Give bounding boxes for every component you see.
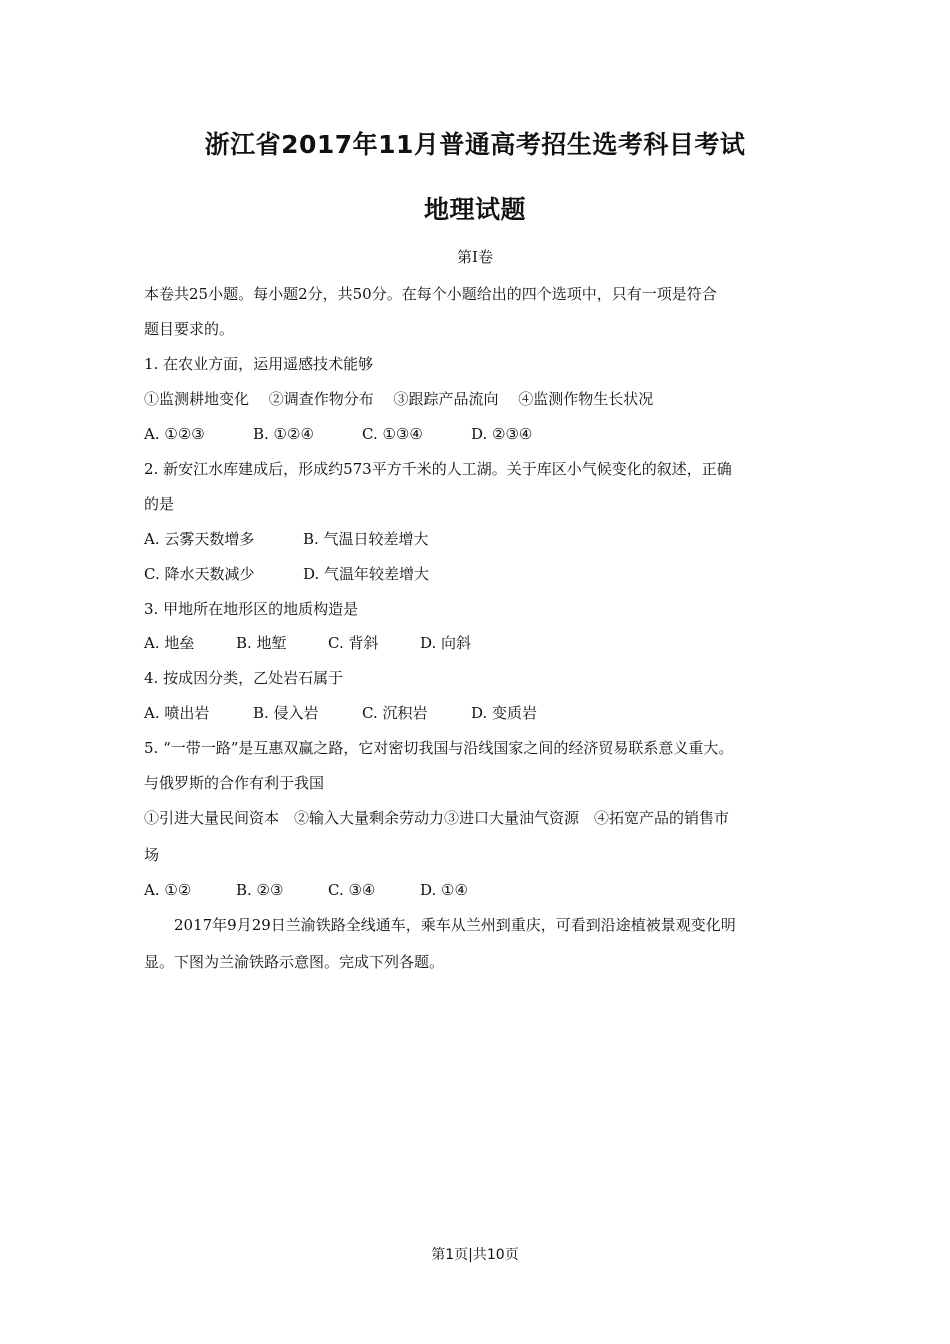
q1-stem: 1. 在农业方面，运用遥感技术能够 — [144, 355, 374, 373]
q1-option-d[interactable]: D. ②③④ — [471, 425, 533, 443]
q2-option-d[interactable]: D. 气温年较差增大 — [303, 565, 430, 583]
q4-option-c[interactable]: C. 沉积岩 — [362, 704, 428, 722]
intro-line-1: 本卷共25小题。每小题2分，共50分。在每个小题给出的四个选项中，只有一项是符合 — [144, 285, 717, 303]
q3-option-d[interactable]: D. 向斜 — [420, 634, 472, 652]
q3-option-a[interactable]: A. 地垒 — [144, 634, 195, 652]
passage-line-1: 2017年9月29日兰渝铁路全线通车，乘车从兰州到重庆，可看到沿途植被景观变化明 — [174, 916, 736, 934]
q1-option-c[interactable]: C. ①③④ — [362, 425, 423, 443]
section-heading: 第Ⅰ卷 — [457, 248, 493, 266]
exam-title: 浙江省2017年11月普通高考招生选考科目考试 — [204, 130, 746, 159]
q4-stem: 4. 按成因分类，乙处岩石属于 — [144, 669, 344, 687]
q2-option-c[interactable]: C. 降水天数减少 — [144, 565, 255, 583]
passage-line-2: 显。下图为兰渝铁路示意图。完成下列各题。 — [144, 953, 445, 971]
q5-options — [144, 880, 468, 900]
q3-stem: 3. 甲地所在地形区的地质构造是 — [144, 600, 359, 618]
q2-stem: 2. 新安江水库建成后，形成约573平方千米的人工湖。关于库区小气候变化的叙述，正确 — [144, 460, 732, 478]
q2-option-a[interactable]: A. 云雾天数增多 — [144, 530, 255, 548]
exam-subtitle: 地理试题 — [423, 195, 526, 224]
q5-option-b[interactable]: B. ②③ — [236, 881, 284, 899]
q5-option-c[interactable]: C. ③④ — [328, 881, 376, 899]
intro-line-2: 题目要求的。 — [144, 320, 235, 338]
q5-stem-cont: 与俄罗斯的合作有利于我国 — [144, 774, 325, 792]
q5-items: ①引进大量民间资本 ②输入大量剩余劳动力③进口大量油气资源 ④拓宽产品的销售市 — [144, 809, 730, 827]
q4-options — [144, 703, 537, 723]
q3-option-b[interactable]: B. 地堑 — [236, 634, 287, 652]
q1-option-b[interactable]: B. ①②④ — [253, 425, 314, 443]
q1-option-a[interactable]: A. ①②③ — [144, 425, 205, 443]
q3-option-c[interactable]: C. 背斜 — [328, 634, 379, 652]
q5-items-cont: 场 — [144, 846, 160, 864]
q4-option-a[interactable]: A. 喷出岩 — [144, 704, 210, 722]
q2-options-row-2 — [144, 564, 429, 584]
q2-option-b[interactable]: B. 气温日较差增大 — [303, 530, 429, 548]
q5-option-d[interactable]: D. ①④ — [420, 881, 468, 899]
q4-option-d[interactable]: D. 变质岩 — [471, 704, 538, 722]
q2-stem-cont: 的是 — [144, 495, 175, 513]
q1-options — [144, 424, 532, 444]
q1-items: ①监测耕地变化 ②调查作物分布 ③跟踪产品流向 ④监测作物生长状况 — [144, 390, 654, 408]
q3-options — [144, 633, 471, 653]
q5-stem: 5. “一带一路”是互惠双赢之路，它对密切我国与沿线国家之间的经济贸易联系意义重大。 — [144, 739, 734, 757]
q4-option-b[interactable]: B. 侵入岩 — [253, 704, 319, 722]
q2-options-row-1 — [144, 529, 429, 549]
page-footer: 第1页|共10页 — [431, 1247, 519, 1263]
q5-option-a[interactable]: A. ①② — [144, 881, 192, 899]
